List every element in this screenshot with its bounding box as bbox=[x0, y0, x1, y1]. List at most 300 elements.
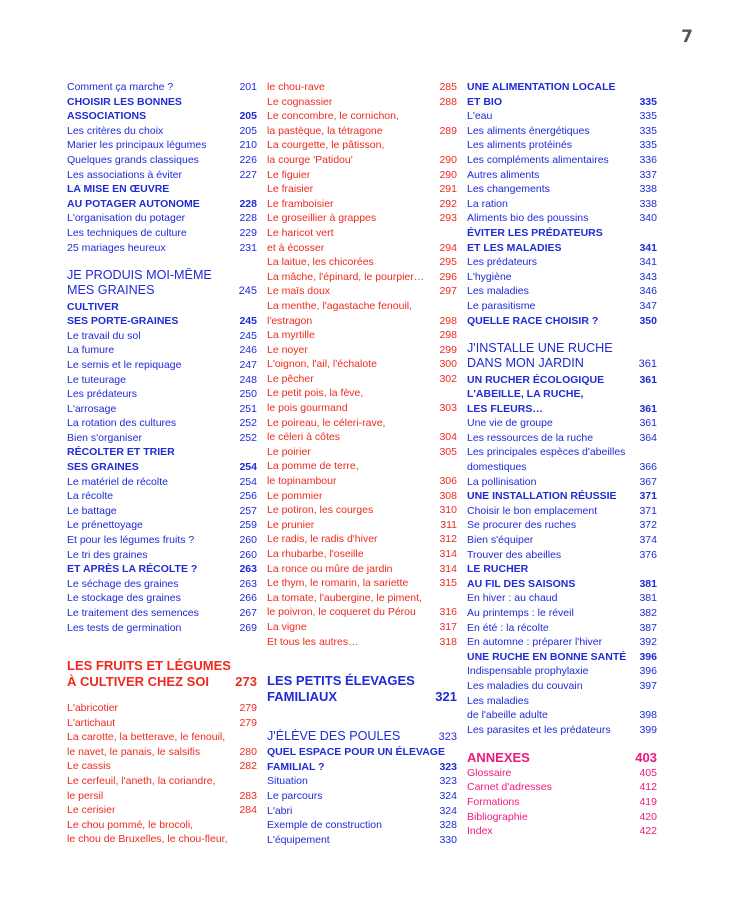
toc-page-number: 318 bbox=[439, 635, 457, 648]
toc-entry-title: UNE ALIMENTATION LOCALE bbox=[467, 81, 616, 93]
toc-entry-title: Le cerfeuil, l'aneth, la coriandre, bbox=[67, 774, 216, 787]
toc-entry-title: En hiver : au chaud bbox=[467, 592, 558, 605]
toc-entry bbox=[67, 577, 257, 592]
toc-page-number: 392 bbox=[639, 636, 657, 649]
toc-page-number: 245 bbox=[238, 285, 257, 298]
toc-entry bbox=[267, 226, 457, 241]
toc-page-number: 323 bbox=[439, 760, 457, 773]
toc-part-title bbox=[67, 674, 257, 690]
toc-entry-title: UNE INSTALLATION RÉUSSIE bbox=[467, 490, 617, 503]
toc-entry-title: Les aliments énergétiques bbox=[467, 124, 590, 137]
toc-entry-title: QUELLE RACE CHOISIR ? bbox=[467, 314, 599, 327]
toc-entry bbox=[67, 716, 257, 731]
toc-entry-title: CULTIVER bbox=[67, 300, 119, 313]
toc-entry-title: Au printemps : le réveil bbox=[467, 607, 574, 619]
toc-page-number: 372 bbox=[639, 519, 657, 532]
toc-section-heading bbox=[67, 445, 257, 460]
toc-page-number: 308 bbox=[439, 489, 457, 502]
toc-entry-title: Le cerisier bbox=[67, 804, 116, 817]
toc-section-heading bbox=[467, 80, 657, 95]
toc-entry bbox=[267, 80, 457, 95]
toc-entry bbox=[267, 153, 457, 168]
toc-entry-title: LES FRUITS ET LÉGUMES bbox=[67, 658, 231, 673]
toc-entry-title: Exemple de construction bbox=[267, 819, 382, 832]
toc-entry-title: la courge 'Patidou' bbox=[267, 153, 353, 166]
toc-page-number: 296 bbox=[439, 270, 457, 283]
toc-section-heading bbox=[467, 402, 657, 417]
toc-entry-title: La pollinisation bbox=[467, 475, 537, 488]
toc-entry bbox=[467, 124, 657, 139]
toc-entry-title: ANNEXES bbox=[467, 750, 530, 766]
section-spacer bbox=[67, 255, 257, 268]
toc-entry-title: Le parcours bbox=[267, 789, 323, 802]
toc-page-number: 396 bbox=[639, 665, 657, 678]
toc-entry-title: Le figuier bbox=[267, 168, 311, 181]
toc-entry bbox=[67, 358, 257, 373]
toc-entry bbox=[467, 153, 657, 168]
toc-section-heading bbox=[467, 577, 657, 592]
toc-entry bbox=[267, 774, 457, 789]
toc-entry bbox=[267, 95, 457, 110]
toc-entry-title: L'eau bbox=[467, 110, 493, 123]
toc-entry-title: Le prunier bbox=[267, 518, 315, 531]
toc-entry bbox=[467, 679, 657, 694]
toc-entry-title: LES FLEURS… bbox=[467, 402, 543, 415]
toc-entry bbox=[267, 357, 457, 372]
toc-entry-title: Les maladies du couvain bbox=[467, 679, 583, 692]
toc-entry bbox=[467, 138, 657, 153]
toc-page-number: 228 bbox=[239, 197, 257, 210]
toc-entry bbox=[267, 328, 457, 343]
toc-entry bbox=[467, 445, 657, 460]
toc-section-heading bbox=[467, 562, 657, 577]
toc-entry bbox=[267, 124, 457, 139]
toc-entry-title: La menthe, l'agastache fenouil, bbox=[267, 299, 413, 312]
toc-page-number: 314 bbox=[439, 562, 457, 575]
part-spacer bbox=[67, 689, 257, 701]
toc-page-number: 422 bbox=[639, 825, 657, 838]
toc-entry-title: Le framboisier bbox=[267, 197, 334, 210]
toc-entry bbox=[467, 211, 657, 226]
toc-entry bbox=[267, 430, 457, 445]
toc-entry-title: Le poireau, le céleri-rave, bbox=[267, 416, 386, 429]
toc-entry-title: La laitue, les chicorées bbox=[267, 256, 374, 269]
toc-page-number: 210 bbox=[239, 139, 257, 152]
toc-entry-title: Le matériel de récolte bbox=[67, 475, 168, 488]
toc-entry-title: Le fraisier bbox=[267, 183, 314, 196]
toc-entry bbox=[267, 547, 457, 562]
toc-entry bbox=[267, 138, 457, 153]
toc-page-number: 290 bbox=[439, 153, 457, 166]
toc-entry-title: Les critères du choix bbox=[67, 124, 164, 137]
toc-page-number: 231 bbox=[239, 241, 257, 254]
toc-chapter-title bbox=[467, 341, 657, 356]
toc-column-2-elevages bbox=[267, 673, 457, 847]
toc-entry bbox=[67, 431, 257, 446]
toc-entry-title: Le stockage des graines bbox=[67, 592, 181, 605]
toc-entry-title: Et tous les autres… bbox=[267, 635, 359, 648]
toc-page-number: 252 bbox=[239, 417, 257, 430]
toc-page-number: 269 bbox=[239, 621, 257, 634]
toc-entry-title: Choisir le bon emplacement bbox=[467, 504, 598, 517]
toc-page-number: 297 bbox=[439, 285, 457, 298]
toc-entry-title: Les techniques de culture bbox=[67, 226, 187, 239]
toc-section-heading bbox=[267, 745, 457, 760]
toc-page-number: 285 bbox=[439, 81, 457, 93]
toc-entry-title: L'artichaut bbox=[67, 716, 116, 729]
toc-page-number: 310 bbox=[439, 504, 457, 517]
toc-entry bbox=[267, 168, 457, 183]
toc-page-number: 328 bbox=[439, 819, 457, 832]
toc-page-number: 298 bbox=[439, 329, 457, 342]
toc-entry-title: FAMILIAUX bbox=[267, 688, 338, 704]
toc-entry-title: ASSOCIATIONS bbox=[67, 110, 147, 123]
toc-section-heading bbox=[67, 562, 257, 577]
toc-entry bbox=[267, 605, 457, 620]
toc-entry-title: Le pêcher bbox=[267, 372, 314, 385]
toc-entry-title: 25 mariages heureux bbox=[67, 241, 166, 254]
toc-page-number: 205 bbox=[239, 124, 257, 137]
toc-part-title bbox=[267, 689, 457, 705]
toc-entry-title: Le poirier bbox=[267, 445, 311, 458]
toc-page-number: 303 bbox=[439, 402, 457, 415]
toc-entry bbox=[67, 475, 257, 490]
toc-section-heading bbox=[467, 95, 657, 110]
toc-page-number: 350 bbox=[639, 314, 657, 327]
toc-entry bbox=[67, 789, 257, 804]
toc-entry-title: Indispensable prophylaxie bbox=[467, 665, 589, 678]
toc-column-1-fruits-legumes bbox=[67, 658, 257, 847]
toc-entry bbox=[467, 460, 657, 475]
toc-entry-title: L'abricotier bbox=[67, 702, 119, 714]
toc-entry bbox=[267, 270, 457, 285]
toc-entry-title: J'ÉLÈVE DES POULES bbox=[267, 729, 401, 743]
toc-page-number: 381 bbox=[639, 592, 657, 605]
toc-entry-title: Carnet d'adresses bbox=[467, 781, 552, 794]
toc-entry-title: Index bbox=[467, 825, 493, 838]
toc-page-number: 347 bbox=[639, 299, 657, 312]
toc-entry bbox=[67, 701, 257, 716]
toc-page-number: 251 bbox=[239, 402, 257, 415]
toc-entry-title: Bien s'équiper bbox=[467, 534, 534, 547]
toc-page-number: 371 bbox=[639, 504, 657, 517]
toc-entry bbox=[67, 504, 257, 519]
toc-page-number: 282 bbox=[239, 760, 257, 773]
toc-entry-title: Les associations à éviter bbox=[67, 168, 182, 181]
toc-page-number: 323 bbox=[439, 775, 457, 788]
toc-page-number: 367 bbox=[639, 475, 657, 488]
toc-entry-title: UN RUCHER ÉCOLOGIQUE bbox=[467, 373, 605, 386]
toc-page-number: 346 bbox=[639, 285, 657, 298]
toc-entry bbox=[267, 182, 457, 197]
toc-page-number: 335 bbox=[639, 139, 657, 152]
toc-entry-title: le navet, le panais, le salsifis bbox=[67, 745, 201, 758]
toc-section-heading bbox=[467, 373, 657, 388]
toc-entry-title: La ration bbox=[467, 197, 508, 210]
toc-chapter-title bbox=[67, 283, 257, 299]
toc-entry-title: Le radis, le radis d'hiver bbox=[267, 533, 378, 546]
toc-section-heading bbox=[467, 226, 657, 241]
toc-page-number: 340 bbox=[639, 212, 657, 225]
toc-section-heading bbox=[467, 489, 657, 504]
toc-page-number: 260 bbox=[239, 534, 257, 547]
toc-page-number: 335 bbox=[639, 110, 657, 123]
toc-page-number: 252 bbox=[239, 431, 257, 444]
toc-page-number: 323 bbox=[438, 731, 457, 743]
toc-page-number: 288 bbox=[439, 95, 457, 108]
toc-entry-title: Marier les principaux légumes bbox=[67, 139, 207, 152]
toc-entry-title: Comment ça marche ? bbox=[67, 81, 174, 93]
toc-page-number: 299 bbox=[439, 343, 457, 356]
toc-entry-title: le topinambour bbox=[267, 475, 337, 488]
toc-entry-title: LES PETITS ÉLEVAGES bbox=[267, 673, 415, 688]
toc-page-number: 280 bbox=[239, 745, 257, 758]
toc-entry bbox=[467, 416, 657, 431]
toc-page-number: 419 bbox=[639, 796, 657, 809]
toc-entry-title: Le groseillier à grappes bbox=[267, 212, 377, 225]
toc-column-3 bbox=[467, 80, 657, 839]
toc-entry-title: Et pour les légumes fruits ? bbox=[67, 534, 195, 547]
toc-page-number: 314 bbox=[439, 548, 457, 560]
toc-entry-title: Glossaire bbox=[467, 766, 512, 779]
toc-entry-title: JE PRODUIS MOI-MÊME bbox=[67, 268, 212, 283]
toc-page-number: 364 bbox=[639, 431, 657, 444]
toc-entry-title: La récolte bbox=[67, 490, 114, 503]
toc-page-number: 256 bbox=[239, 490, 257, 503]
toc-page-number: 245 bbox=[239, 315, 257, 328]
toc-entry bbox=[267, 532, 457, 547]
toc-entry-title: L'ABEILLE, LA RUCHE, bbox=[467, 388, 584, 401]
toc-page-number: 371 bbox=[639, 490, 657, 503]
toc-entry bbox=[467, 504, 657, 519]
toc-page-number: 398 bbox=[639, 709, 657, 722]
toc-page-number: 229 bbox=[239, 226, 257, 239]
toc-page-number: 338 bbox=[639, 197, 657, 210]
toc-entry bbox=[67, 489, 257, 504]
toc-page-number: 341 bbox=[639, 256, 657, 269]
toc-page-number: 259 bbox=[239, 519, 257, 532]
toc-entry bbox=[267, 562, 457, 577]
toc-entry-title: UNE RUCHE EN BONNE SANTÉ bbox=[467, 650, 627, 663]
toc-entry-title: La carotte, la betterave, le fenouil, bbox=[67, 731, 226, 744]
toc-page-number: 263 bbox=[239, 577, 257, 590]
toc-entry-title: La mâche, l'épinard, le pourpier… bbox=[267, 270, 425, 283]
toc-entry-title: le pois gourmand bbox=[267, 402, 348, 415]
toc-entry bbox=[267, 620, 457, 635]
toc-entry bbox=[267, 591, 457, 606]
toc-entry-title: Trouver des abeilles bbox=[467, 548, 562, 561]
toc-entry bbox=[67, 329, 257, 344]
toc-entry-title: L'équipement bbox=[267, 833, 330, 846]
toc-entry-title: L'organisation du potager bbox=[67, 212, 186, 225]
toc-entry-title: CHOISIR LES BONNES bbox=[67, 95, 182, 108]
toc-page-number: 338 bbox=[639, 183, 657, 196]
toc-page-number: 304 bbox=[439, 431, 457, 444]
toc-page-number: 403 bbox=[635, 750, 657, 766]
toc-page-number: 374 bbox=[639, 534, 657, 547]
toc-entry-title: DANS MON JARDIN bbox=[467, 356, 584, 371]
toc-entry bbox=[267, 789, 457, 804]
toc-section-heading bbox=[467, 314, 657, 329]
toc-entry bbox=[467, 708, 657, 723]
toc-entry bbox=[267, 299, 457, 314]
toc-entry bbox=[67, 80, 257, 95]
toc-page-number: 382 bbox=[639, 607, 657, 619]
toc-entry bbox=[267, 459, 457, 474]
toc-page-number: 257 bbox=[239, 504, 257, 517]
toc-page-number: 361 bbox=[639, 373, 657, 386]
toc-page-number: 248 bbox=[239, 373, 257, 386]
toc-entry bbox=[267, 401, 457, 416]
toc-chapter-title bbox=[267, 729, 457, 745]
toc-page-number: 361 bbox=[639, 417, 657, 430]
toc-entry bbox=[67, 533, 257, 548]
toc-page-number: 316 bbox=[439, 606, 457, 619]
toc-entry-title: Les prédateurs bbox=[67, 388, 138, 401]
toc-entry-title: LE RUCHER bbox=[467, 563, 529, 576]
toc-page-number: 254 bbox=[239, 461, 257, 474]
toc-entry-title: Une vie de groupe bbox=[467, 417, 553, 430]
toc-entry bbox=[67, 226, 257, 241]
toc-page-number: 279 bbox=[239, 716, 257, 729]
toc-page-number: 226 bbox=[239, 153, 257, 166]
toc-entry-title: de l'abeille adulte bbox=[467, 709, 548, 722]
toc-page-number: 267 bbox=[239, 607, 257, 619]
toc-entry bbox=[467, 621, 657, 636]
toc-entry-title: AU FIL DES SAISONS bbox=[467, 577, 576, 590]
toc-page-number: 300 bbox=[439, 358, 457, 371]
toc-page-number: 247 bbox=[239, 358, 257, 371]
toc-page-number: 405 bbox=[639, 766, 657, 779]
toc-entry bbox=[467, 723, 657, 738]
toc-section-heading bbox=[67, 460, 257, 475]
toc-entry-title: La myrtille bbox=[267, 329, 315, 342]
toc-entry bbox=[467, 197, 657, 212]
section-spacer bbox=[267, 716, 457, 729]
toc-column-2 bbox=[267, 80, 457, 649]
toc-page-number: 305 bbox=[439, 445, 457, 458]
toc-entry-title: Le maïs doux bbox=[267, 285, 331, 298]
toc-page-number: 263 bbox=[239, 563, 257, 576]
toc-page-number: 266 bbox=[239, 592, 257, 605]
toc-entry-title: Le pommier bbox=[267, 489, 323, 502]
toc-entry-title: La vigne bbox=[267, 620, 307, 633]
toc-entry-title: LA MISE EN ŒUVRE bbox=[67, 183, 170, 196]
toc-page-number: 295 bbox=[439, 256, 457, 269]
toc-entry-title: Les ressources de la ruche bbox=[467, 431, 594, 444]
toc-page-number: 330 bbox=[439, 833, 457, 846]
toc-part-title bbox=[267, 673, 457, 689]
toc-page-number: 397 bbox=[639, 679, 657, 692]
toc-section-heading bbox=[67, 182, 257, 197]
toc-entry bbox=[267, 474, 457, 489]
toc-page-number: 302 bbox=[439, 372, 457, 385]
toc-entry bbox=[467, 168, 657, 183]
toc-entry bbox=[467, 299, 657, 314]
section-spacer bbox=[467, 737, 657, 750]
toc-page-number: 335 bbox=[639, 95, 657, 108]
toc-page-number: 396 bbox=[639, 650, 657, 663]
toc-section-heading bbox=[67, 300, 257, 315]
toc-entry bbox=[67, 774, 257, 789]
toc-entry bbox=[467, 824, 657, 839]
toc-entry bbox=[67, 621, 257, 636]
toc-entry-title: Bibliographie bbox=[467, 810, 528, 823]
toc-entry-title: La courgette, le pâtisson, bbox=[267, 139, 385, 152]
toc-entry-title: domestiques bbox=[467, 461, 527, 474]
toc-entry bbox=[267, 197, 457, 212]
toc-entry bbox=[267, 635, 457, 650]
toc-page-number: 201 bbox=[239, 81, 257, 93]
toc-entry-title: AU POTAGER AUTONOME bbox=[67, 197, 200, 210]
toc-entry-title: SES GRAINES bbox=[67, 461, 139, 474]
toc-page-number: 399 bbox=[639, 723, 657, 736]
toc-entry-title: La pomme de terre, bbox=[267, 460, 359, 473]
toc-entry-title: Situation bbox=[267, 775, 308, 788]
toc-page-number: 376 bbox=[639, 548, 657, 561]
toc-entry bbox=[467, 591, 657, 606]
toc-entry-title: La ronce ou mûre de jardin bbox=[267, 562, 393, 575]
toc-page-number: 420 bbox=[639, 810, 657, 823]
toc-chapter-title bbox=[67, 268, 257, 283]
toc-entry bbox=[267, 445, 457, 460]
toc-part-title bbox=[67, 658, 257, 674]
toc-entry bbox=[267, 503, 457, 518]
toc-entry bbox=[467, 475, 657, 490]
toc-entry bbox=[67, 387, 257, 402]
toc-page-number: 317 bbox=[439, 620, 457, 633]
toc-page-number: 336 bbox=[639, 153, 657, 166]
toc-entry-title: L'oignon, l'ail, l'échalote bbox=[267, 358, 377, 371]
toc-entry-title: Le semis et le repiquage bbox=[67, 358, 182, 371]
toc-page-number: 315 bbox=[439, 577, 457, 590]
toc-entry-title: Les changements bbox=[467, 183, 550, 196]
toc-page-number: 289 bbox=[439, 124, 457, 137]
toc-section-heading bbox=[467, 650, 657, 665]
toc-entry-title: SES PORTE-GRAINES bbox=[67, 315, 179, 328]
toc-entry bbox=[67, 402, 257, 417]
toc-entry bbox=[467, 431, 657, 446]
toc-page-number: 412 bbox=[639, 781, 657, 794]
toc-part-title bbox=[467, 750, 657, 766]
toc-entry-title: et à écosser bbox=[267, 241, 325, 254]
toc-entry-title: Le tri des graines bbox=[67, 548, 148, 561]
toc-entry-title: le céleri à côtes bbox=[267, 431, 340, 444]
toc-entry bbox=[67, 803, 257, 818]
toc-entry-title: Le traitement des semences bbox=[67, 607, 199, 619]
toc-entry-title: Bien s'organiser bbox=[67, 431, 142, 444]
toc-entry bbox=[267, 818, 457, 833]
toc-entry-title: Les parasites et les prédateurs bbox=[467, 723, 611, 736]
toc-entry bbox=[67, 241, 257, 256]
toc-entry bbox=[67, 416, 257, 431]
toc-entry-title: En automne : préparer l'hiver bbox=[467, 636, 603, 649]
toc-entry bbox=[467, 182, 657, 197]
toc-page-number: 324 bbox=[439, 789, 457, 802]
toc-section-heading bbox=[467, 241, 657, 256]
toc-page-number: 311 bbox=[440, 518, 457, 531]
toc-page-number: 306 bbox=[439, 475, 457, 488]
section-spacer bbox=[467, 328, 657, 341]
toc-entry-title: le chou-rave bbox=[267, 81, 325, 93]
toc-entry bbox=[67, 591, 257, 606]
toc-entry-title: Le potiron, les courges bbox=[267, 504, 374, 517]
toc-entry-title: l'estragon bbox=[267, 314, 313, 327]
toc-entry bbox=[267, 386, 457, 401]
toc-entry-title: J'INSTALLE UNE RUCHE bbox=[467, 341, 613, 356]
toc-entry-title: Aliments bio des poussins bbox=[467, 212, 589, 225]
toc-entry bbox=[267, 833, 457, 848]
